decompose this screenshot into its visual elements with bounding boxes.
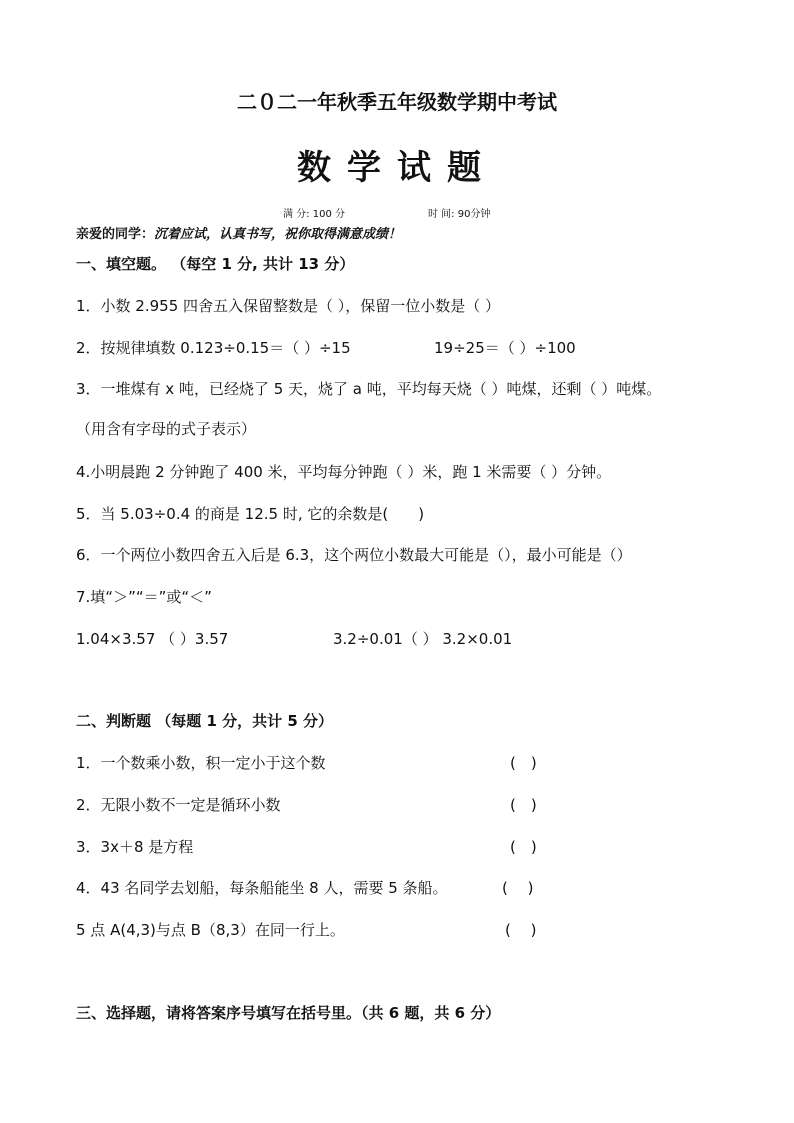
- section-true-false-heading: 二、判断题 （每题 1 分，共计 5 分）: [76, 712, 333, 730]
- judge-item-5: 5 点 A(4,3)与点 B（8,3）在同一行上。: [76, 921, 345, 939]
- exam-title: 二０二一年秋季五年级数学期中考试: [237, 90, 557, 114]
- judge-item-1: 1．一个数乘小数，积一定小于这个数: [76, 754, 326, 772]
- question-1-7a: 1.04×3.57 （ ）3.57: [76, 630, 229, 648]
- judge-answer-4: ( ): [502, 879, 534, 897]
- full-score: 满 分: 100 分: [283, 209, 345, 220]
- judge-answer-5: ( ): [505, 921, 537, 939]
- judge-item-4: 4．43 名同学去划船，每条船能坐 8 人，需要 5 条船。: [76, 879, 448, 897]
- question-1-7b: 3.2÷0.01（ ） 3.2×0.01: [333, 630, 513, 648]
- question-1-6: 6．一个两位小数四舍五入后是 6.3，这个两位小数最大可能是（），最小可能是（）: [76, 546, 632, 564]
- question-1-7: 7.填“＞”“＝”或“＜”: [76, 588, 212, 606]
- greeting-label: 亲爱的同学：: [76, 227, 155, 242]
- subject-title: 数学试题: [297, 148, 497, 188]
- question-1-5: 5．当 5.03÷0.4 的商是 12.5 时, 它的余数是( ): [76, 505, 425, 523]
- judge-item-3: 3．3x＋8 是方程: [76, 838, 194, 856]
- question-1-3-note: （用含有字母的式子表示）: [76, 420, 257, 438]
- question-1-4: 4.小明晨跑 2 分钟跑了 400 米，平均每分钟跑（ ）米，跑 1 米需要（ ）分钟。: [76, 463, 612, 481]
- greeting: [76, 223, 401, 242]
- question-1-3: 3．一堆煤有 x 吨，已经烧了 5 天，烧了 a 吨，平均每天烧（ ）吨煤，还剩（ ）吨煤。: [76, 380, 662, 398]
- question-1-2a: 2．按规律填数 0.123÷0.15＝（ ）÷15: [76, 339, 351, 357]
- exam-time: 时 间: 90分钟: [428, 209, 491, 220]
- judge-answer-1: ( ): [510, 754, 537, 772]
- judge-answer-2: ( ): [510, 796, 537, 814]
- judge-item-2: 2．无限小数不一定是循环小数: [76, 796, 281, 814]
- question-1-2b: 19÷25＝（ ）÷100: [434, 339, 576, 357]
- judge-answer-3: ( ): [510, 838, 537, 856]
- section-multiple-choice-heading: 三、选择题，请将答案序号填写在括号里。（共 6 题，共 6 分）: [76, 1004, 501, 1022]
- greeting-slogan: 沉着应试，认真书写，祝你取得满意成绩！: [154, 227, 402, 242]
- question-1-1: 1．小数 2.955 四舍五入保留整数是（ ），保留一位小数是（ ）: [76, 297, 501, 315]
- section-fill-blank-heading: 一、填空题。 （每空 1 分, 共计 13 分）: [76, 255, 355, 273]
